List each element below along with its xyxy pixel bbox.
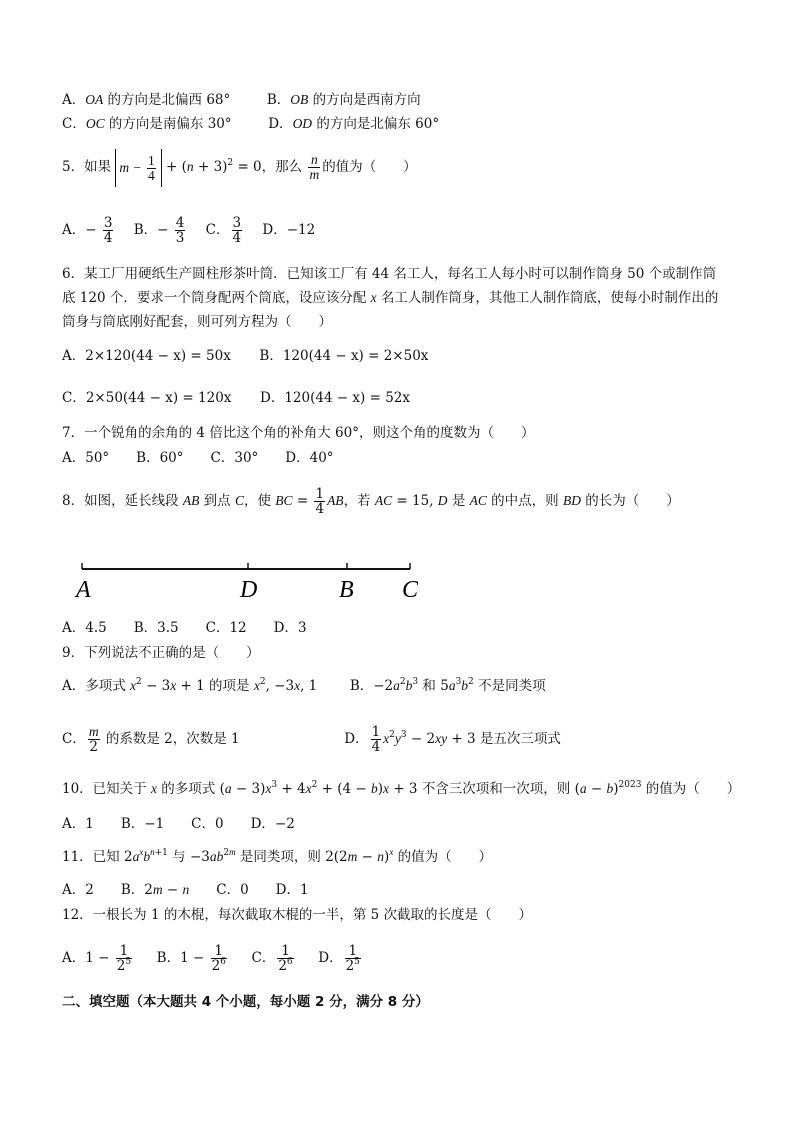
q6-options-row2 — [62, 388, 410, 408]
q9-options-row1: A．多项式 $x^2 - 3x + 1$ 的项是 $x^2$, −3x, 1 B．$-2a^2b^3$ 和 $5a^3b^2$ 不是同类项 — [62, 677, 546, 694]
q10-text: 的值为（ ） — [641, 781, 741, 797]
point-label-d: D — [240, 577, 258, 603]
q12-text: B． — [156, 950, 181, 966]
q6-text: 底 120 个．要求一个筒身配两个筒底，设应该分配 — [62, 290, 371, 306]
point-label-a: A — [76, 577, 91, 603]
section-heading: 二、填空题（本大题共 4 个小题，每小题 2 分，满分 8 分） — [62, 994, 429, 1010]
point-label-b: B — [339, 577, 354, 603]
option-text: 的方向是西南方向 — [312, 92, 421, 108]
question-8: 8．如图，延长线段 AB 到点 C，使 BC = $\frac{1}{4}$ AB，若 AC = 15, D 是 AC 的中点，则 BD 的长为（ ） — [62, 486, 680, 517]
q8-text: 8．如图，延长线段 — [62, 493, 183, 509]
q5-options: A．− $\frac{3}{4}$ B．− $\frac{4}{3}$ C． $\frac{3}{4}$ D．−12 — [62, 215, 316, 246]
q7-options: A．50° B．60° C．30° D．40° — [62, 450, 334, 466]
q8-text: 的中点，则 — [486, 493, 563, 509]
abs-expression: m − $\frac{1}{4}$ — [115, 149, 161, 187]
q4-options-row2 — [62, 114, 439, 134]
q4-options-row1 — [62, 90, 421, 110]
q11-text: A．2 B． — [62, 882, 145, 898]
option-text: 的方向是北偏东 60° — [316, 116, 440, 132]
q9-text: D． — [344, 731, 369, 747]
question-stem: 5．如果 — [62, 159, 112, 175]
math-var: OD — [292, 116, 313, 131]
q12-text: C． — [251, 950, 276, 966]
segment-diagram — [60, 555, 440, 611]
option-label: B． — [266, 92, 291, 108]
q9-text: 是五次三项式 — [475, 731, 561, 747]
q8-text: ，若 — [343, 493, 375, 509]
q7-stem: 7．一个锐角的余角的 4 倍比这个角的补角大 60°，则这个角的度数为（ ） — [62, 425, 535, 441]
q12-options: A．1 − $\frac{1}{2^5}$ B．1 − $\frac{1}{2^6}$ C． $\frac{1}{2^6}$ D． $\frac{1}{2^5}$ — [62, 943, 360, 974]
q6-options-row1 — [62, 346, 428, 366]
q9-text: B． — [349, 678, 374, 694]
q12-text: D． — [318, 950, 343, 966]
math-var: OA — [85, 92, 104, 107]
math-var: OC — [85, 116, 105, 131]
q9-text: 和 — [418, 678, 441, 694]
option-label: D． — [268, 116, 293, 132]
option-c: C．2×50(44 − x) = 120x — [62, 390, 232, 406]
q6-line3: 筒身与筒底刚好配套，则可列方程为（ ） — [62, 314, 332, 330]
q11-stem: 11．已知 $2a^xb^{n+1}$ 与 $-3ab^{2m}$ 是同类项，则 $2(2m - n)^x$ 的值为（ ） — [62, 847, 493, 865]
option-d: D．120(44 − x) = 52x — [260, 390, 410, 406]
q8-text: 的长为（ ） — [580, 493, 680, 509]
q12-text: A． — [62, 950, 86, 966]
q11-options: A．2 B．2m − n C．0 D．1 — [62, 882, 309, 898]
option-text: 的方向是北偏西 68° — [107, 92, 231, 108]
q12-stem: 12．一根长为 1 的木棍，每次截取木棍的一半，第 5 次截取的长度是（ ） — [62, 907, 533, 923]
q11-text: 与 — [167, 849, 190, 865]
q8-text: 到点 — [199, 493, 235, 509]
math-var: OB — [290, 92, 309, 107]
option-label: A． — [62, 92, 86, 108]
q9-text: C． — [62, 731, 86, 747]
question-stem: ，那么 — [261, 159, 303, 175]
q8-text: 是 — [447, 493, 470, 509]
q11-text: 的值为（ ） — [393, 849, 493, 865]
option-label: C． — [62, 116, 86, 132]
option-text: 的方向是南偏东 30° — [108, 116, 232, 132]
q8-text: ，使 — [244, 493, 276, 509]
point-label-c: C — [402, 577, 419, 603]
option-d: D．−12 — [262, 222, 316, 238]
question-stem: 的值为（ ） — [322, 159, 417, 175]
q8-options: A．4.5 B．3.5 C．12 D．3 — [62, 620, 307, 636]
question-5: 5．如果 m − $\frac{1}{4}$ + $(n + 3)^2 = 0$，那么 $\frac{n}{m}$ 的值为（ ） — [62, 148, 417, 187]
q10-text: 不含三次项和一次项，则 — [417, 781, 575, 797]
q11-text: 是同类项，则 — [235, 849, 326, 865]
q9-text: A．多项式 — [62, 678, 131, 694]
q10-stem: 10．已知关于 x 的多项式 $(a - 3)x^3 + 4x^2 + (4 - b)x + 3$ 不含三次项和一次项，则 $(a - b)^{2023}$ 的值为（ ） — [62, 780, 741, 797]
option-b: B．120(44 − x) = 2×50x — [259, 348, 429, 364]
q9-text: 的系数是 2，次数是 1 — [101, 731, 240, 747]
q9-stem: 9．下列说法不正确的是（ ） — [62, 645, 260, 661]
q9-options-row2: C． $\frac{m}{2}$ 的系数是 2，次数是 1 D． $\frac{1}{4}$ $x^2y^3 - 2xy + 3$ 是五次三项式 — [62, 724, 561, 755]
q6-line1: 6．某工厂用硬纸生产圆柱形茶叶筒．已知该工厂有 44 名工人，每名工人每小时可以制作筒身 50 个或制作筒 — [62, 266, 717, 282]
q6-text: 名工人制作筒身，其他工人制作筒底，使每小时制作出的 — [376, 290, 719, 306]
q9-text: 不是同类项 — [473, 678, 546, 694]
q11-text: 11．已知 — [62, 849, 124, 865]
q9-text: 的项是 — [204, 678, 254, 694]
q10-options: A．1 B．−1 C．0 D．−2 — [62, 816, 295, 832]
fraction-n-over-m: $\frac{n}{m}$ — [309, 152, 320, 182]
q11-text: C．0 D．1 — [189, 882, 309, 898]
q10-text: 10．已知关于 — [62, 781, 151, 797]
q6-line2: 底 120 个．要求一个筒身配两个筒底，设应该分配 x 名工人制作筒身，其他工人制作筒底，使每小时制作出的 — [62, 290, 719, 306]
q10-text: 的多项式 — [156, 781, 220, 797]
option-a: A．2×120(44 − x) = 50x — [62, 348, 231, 364]
